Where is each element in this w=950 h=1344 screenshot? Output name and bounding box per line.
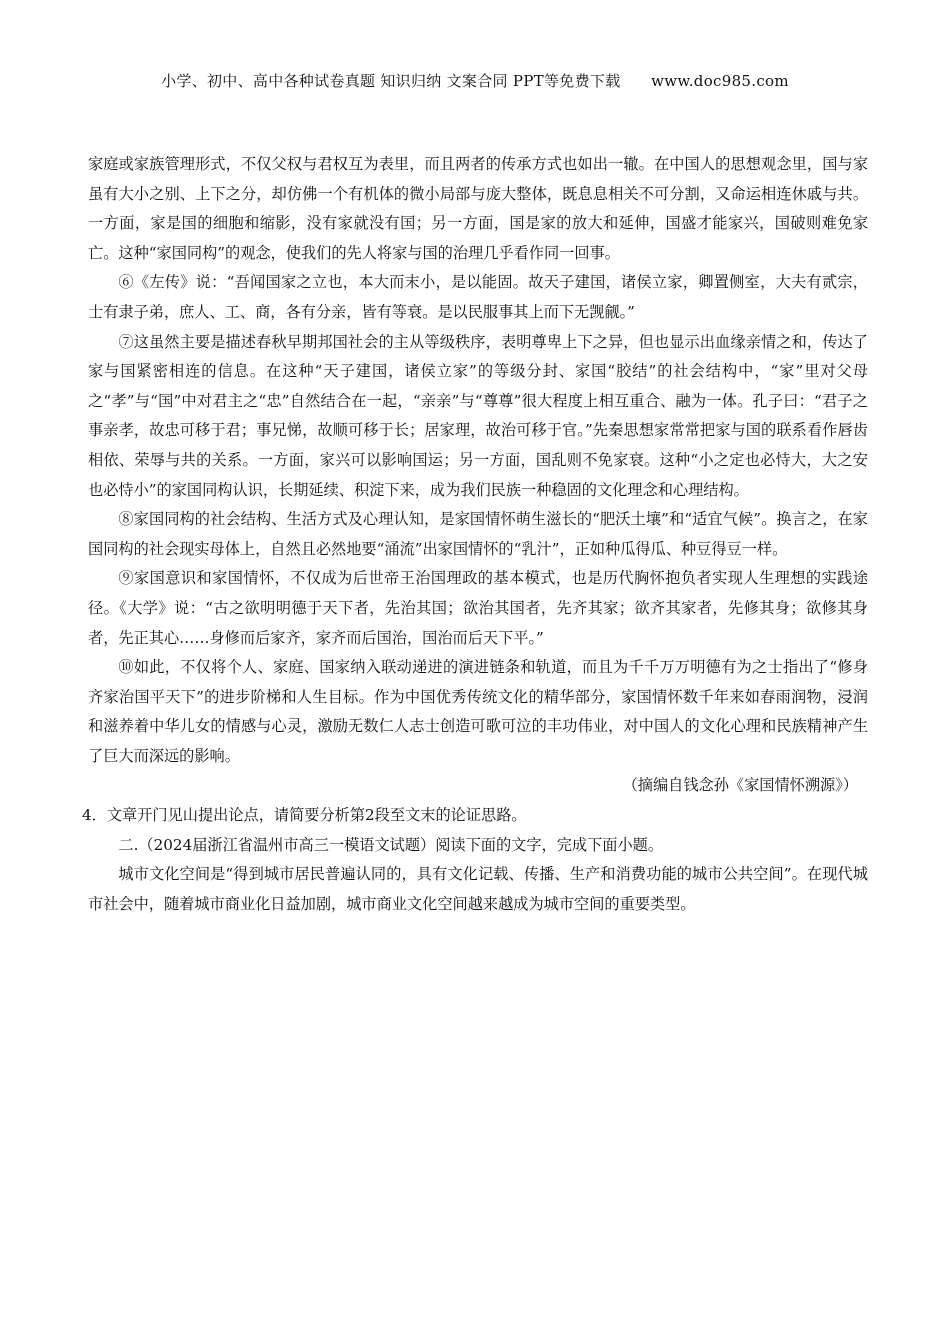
- article-body: [82, 150, 868, 919]
- paragraph-9: ⑨家国意识和家国情怀，不仅成为后世帝王治国理政的基本模式，也是历代胸怀抱负者实现人生理想的实践途径。《大学》说：“古之欲明明德于天下者，先治其国；欲治其国者，先齐其家；欲齐其家者，先修其身；欲修其身者，先正其心……身修而后家齐，家齐而后国治，国治而后天下平。”: [88, 569, 868, 647]
- paragraph-8: ⑧家国同构的社会结构、生活方式及心理认知，是家国情怀萌生滋长的“肥沃土壤”和“适宜气候”。换言之，在家国同构的社会现实母体上，自然且必然地要“涌流”出家国情怀的“乳汁”，正如种瓜得瓜、种豆得豆一样。: [88, 510, 868, 558]
- page-header: 小学、初中、高中各种试卷真题 知识归纳 文案合同 PPT等免费下载 www.doc985.com: [161, 72, 789, 90]
- source-citation: （摘编自钱念孙《家国情怀溯源》）: [622, 776, 858, 795]
- paragraph-10: ⑩如此，不仅将个人、家庭、国家纳入联动递进的演进链条和轨道，而且为千千万万明德有为之士指出了“修身齐家治国平天下”的进步阶梯和人生目标。作为中国优秀传统文化的精华部分，家国情怀数千年来如春雨润物，浸润和滋养着中华儿女的情感与心灵，激励无数仁人志士创造可歌可泣的丰功伟业，对中国人的文化心理和民族精神产生了巨大而深远的影响。: [88, 658, 868, 765]
- section-paragraph: 城市文化空间是“得到城市居民普遍认同的，具有文化记载、传播、生产和消费功能的城市公共空间”。在现代城市社会中，随着城市商业化日益加剧，城市商业文化空间越来越成为城市空间的重要类型。: [88, 865, 868, 913]
- question-4: 4．文章开门见山提出论点，请简要分析第2段至文末的论证思路。: [82, 806, 527, 825]
- paragraph-6: ⑥《左传》说：“吾闻国家之立也，本大而末小，是以能固。故天子建国，诸侯立家，卿置侧室，大夫有贰宗，士有隶子弟，庶人、工、商，各有分亲，皆有等衰。是以民服事其上而下无觊觎。”: [88, 273, 868, 321]
- section-title: 二.（2024届浙江省温州市高三一模语文试题）阅读下面的文字，完成下面小题。: [118, 835, 664, 854]
- paragraph-continued: 家庭或家族管理形式，不仅父权与君权互为表里，而且两者的传承方式也如出一辙。在中国人的思想观念里，国与家虽有大小之别、上下之分，却仿佛一个有机体的微小局部与庞大整体，既息息相关不可分割，又命运相连休戚与共。一方面，家是国的细胞和缩影，没有家就没有国；另一方面，国是家的放大和延伸，国盛才能家兴，国破则难免家亡。这种“家国同构”的观念，使我们的先人将家与国的治理几乎看作同一回事。: [88, 155, 868, 262]
- paragraph-7: ⑦这虽然主要是描述春秋早期邦国社会的主从等级秩序，表明尊卑上下之异，但也显示出血缘亲情之和，传达了家与国紧密相连的信息。在这种“天子建国，诸侯立家”的等级分封、家国“胶结”的社会结构中，“家”里对父母之“孝”与“国”中对君主之“忠”自然结合在一起，“亲亲”与“尊尊”很大程度上相互重合、融为一体。孔子曰：“君子之事亲孝，故忠可移于君；事兄悌，故顺可移于长；居家理，故治可移于官。”先秦思想家常常把家与国的联系看作唇齿相依、荣辱与共的关系。一方面，家兴可以影响国运；另一方面，国乱则不免家衰。这种“小之定也必恃大，大之安也必恃小”的家国同构认识，长期延续、积淀下来，成为我们民族一种稳固的文化理念和心理结构。: [88, 332, 868, 499]
